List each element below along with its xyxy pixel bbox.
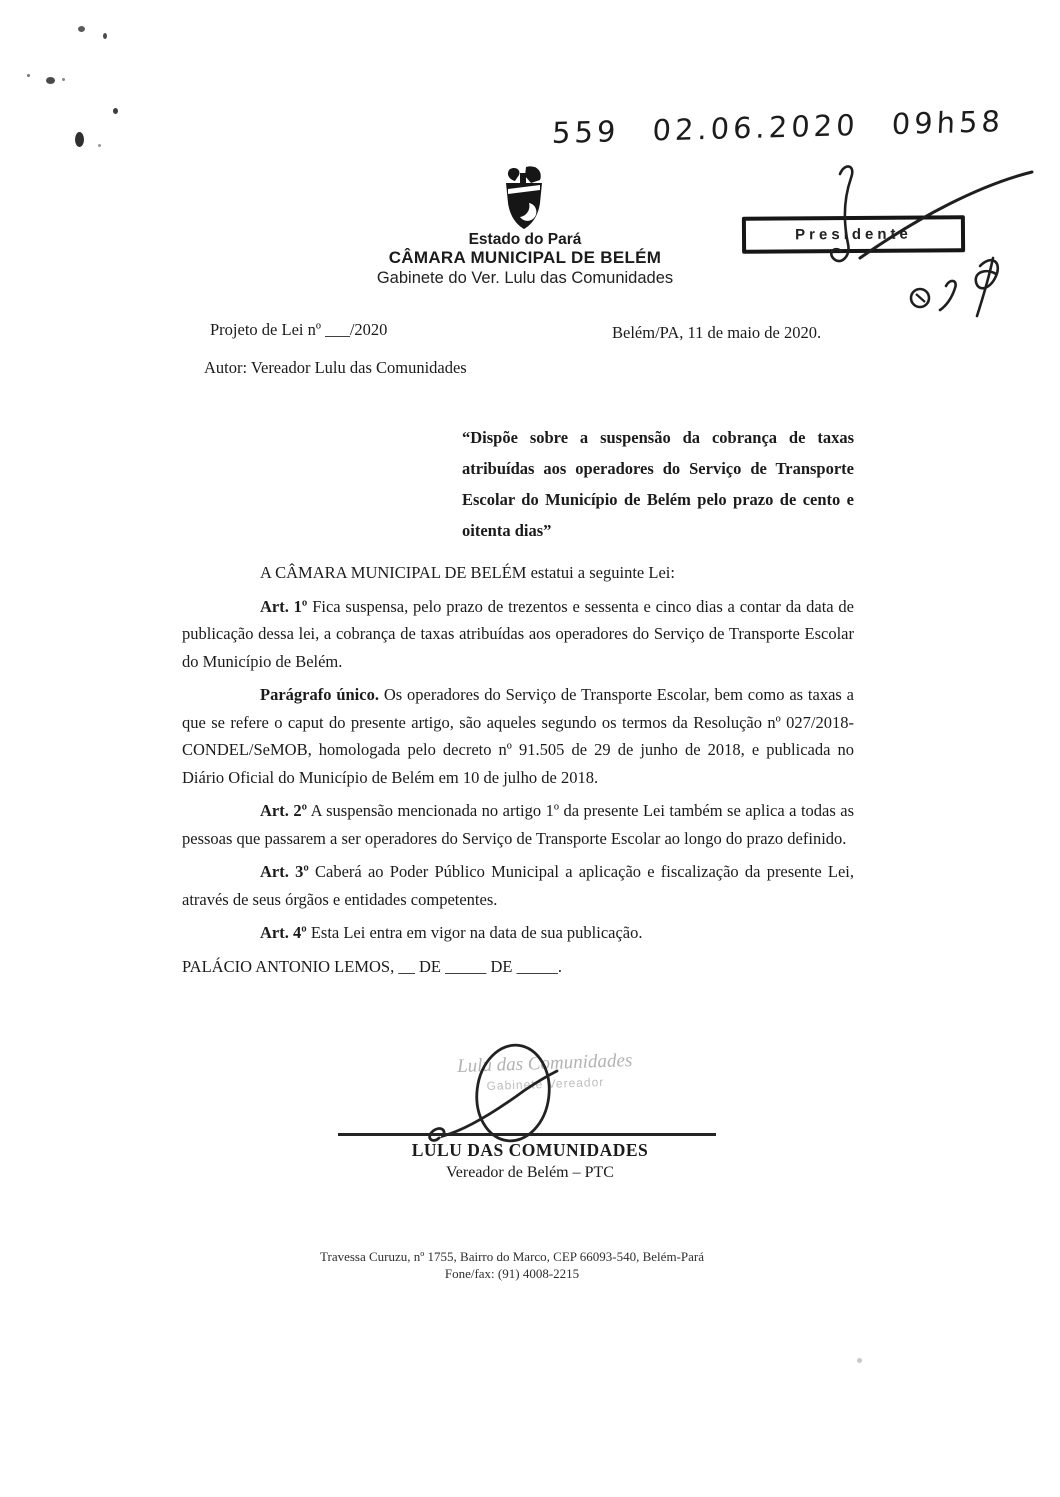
place-date-line: Belém/PA, 11 de maio de 2020. <box>612 323 822 342</box>
footer-phone: Fone/fax: (91) 4008-2215 <box>444 1266 580 1281</box>
article-4-text: Esta Lei entra em vigor na data de sua publicação. <box>306 923 643 942</box>
signatory-role: Vereador de Belém – PTC <box>446 1164 614 1181</box>
signatory-name: LULU DAS COMUNIDADES <box>411 1140 649 1160</box>
faint-stamp-line2: Gabinete Vereador <box>486 1074 605 1094</box>
signature-line <box>338 1133 716 1136</box>
paragrafo-unico-text: Os operadores do Serviço de Transporte Escolar, bem como as taxas a que se refere o caput do presente artigo, são aqueles segundo os termos da Resolução nº 027/2018-CONDEL/SeMOB, homologada pelo decreto nº 91.505 de 29 de junho de 2018, e publicada no Diário Oficial do Município de Belém em 10 de julho de 2018. <box>182 685 854 787</box>
scan-speck <box>46 77 55 84</box>
ementa-quote: “Dispõe sobre a suspensão da cobrança de taxas atribuídas aos operadores do Serviço de Transporte Escolar do Município de Belém pelo prazo de cento e oitenta dias” <box>462 428 854 540</box>
scan-speck <box>78 26 85 32</box>
president-signature-stroke <box>798 158 1038 270</box>
president-stamp <box>742 215 965 254</box>
signature-block <box>340 1140 720 1182</box>
article-3 <box>182 858 854 913</box>
article-4 <box>182 919 854 947</box>
scan-speck <box>857 1358 862 1363</box>
handwritten-protocol-annotation: 559 02.06.2020 09h58 <box>551 104 1005 151</box>
palacio-line: PALÁCIO ANTONIO LEMOS, __ DE _____ DE _____. <box>182 956 562 976</box>
law-body <box>182 559 854 986</box>
scan-speck <box>75 132 84 147</box>
preamble-text: estatui a seguinte Lei: <box>526 563 675 582</box>
preamble-lead: A CÂMARA MUNICIPAL DE BELÉM <box>260 563 527 582</box>
scan-speck <box>113 108 118 114</box>
scan-speck <box>98 144 101 147</box>
faint-office-stamp <box>419 1048 670 1097</box>
scan-speck <box>103 33 107 39</box>
project-number-line: Projeto de Lei nº ___/2020 <box>210 320 388 339</box>
article-1-lead: Art. 1º <box>260 596 308 616</box>
footer <box>0 1248 1024 1282</box>
letterhead <box>325 231 725 289</box>
letterhead-office: Gabinete do Ver. Lulu das Comunidades <box>376 269 674 287</box>
article-2-text: A suspensão mencionada no artigo 1º da presente Lei também se aplica a todas as pessoas que passarem a ser operadores do Serviço de Transporte Escolar ao longo do prazo definido. <box>182 801 855 848</box>
article-3-text: Caberá ao Poder Público Municipal a aplicação e fiscalização da presente Lei, através de seus órgãos e entidades competentes. <box>182 862 854 909</box>
article-1 <box>182 593 854 676</box>
letterhead-state: Estado do Pará <box>468 231 582 248</box>
scan-speck <box>27 74 30 77</box>
article-1-text: Fica suspensa, pelo prazo de trezentos e sessenta e cinco dias a contar da data de publicação dessa lei, a cobrança de taxas atribuídas aos operadores do Serviço de Transporte Escolar do Município de Belém. <box>182 596 854 671</box>
author-line: Autor: Vereador Lulu das Comunidades <box>204 358 467 377</box>
article-2-lead: Art. 2º <box>260 801 308 820</box>
article-2 <box>182 797 854 852</box>
rubric-initials <box>896 248 1011 318</box>
preamble <box>182 559 854 587</box>
article-4-lead: Art. 4º <box>260 923 307 942</box>
scan-speck <box>62 78 65 81</box>
faint-stamp-line1: Lulu das Comunidades <box>456 1049 633 1078</box>
paragrafo-unico <box>182 681 854 791</box>
paragrafo-unico-lead: Parágrafo único. <box>260 685 379 704</box>
letterhead-institution: CÂMARA MUNICIPAL DE BELÉM <box>388 248 662 267</box>
belem-coat-of-arms-icon <box>502 166 546 230</box>
article-3-lead: Art. 3º <box>260 862 309 881</box>
footer-address: Travessa Curuzu, nº 1755, Bairro do Marco, CEP 66093-540, Belém-Pará <box>320 1249 704 1264</box>
president-stamp-label: Presidente <box>795 225 912 244</box>
